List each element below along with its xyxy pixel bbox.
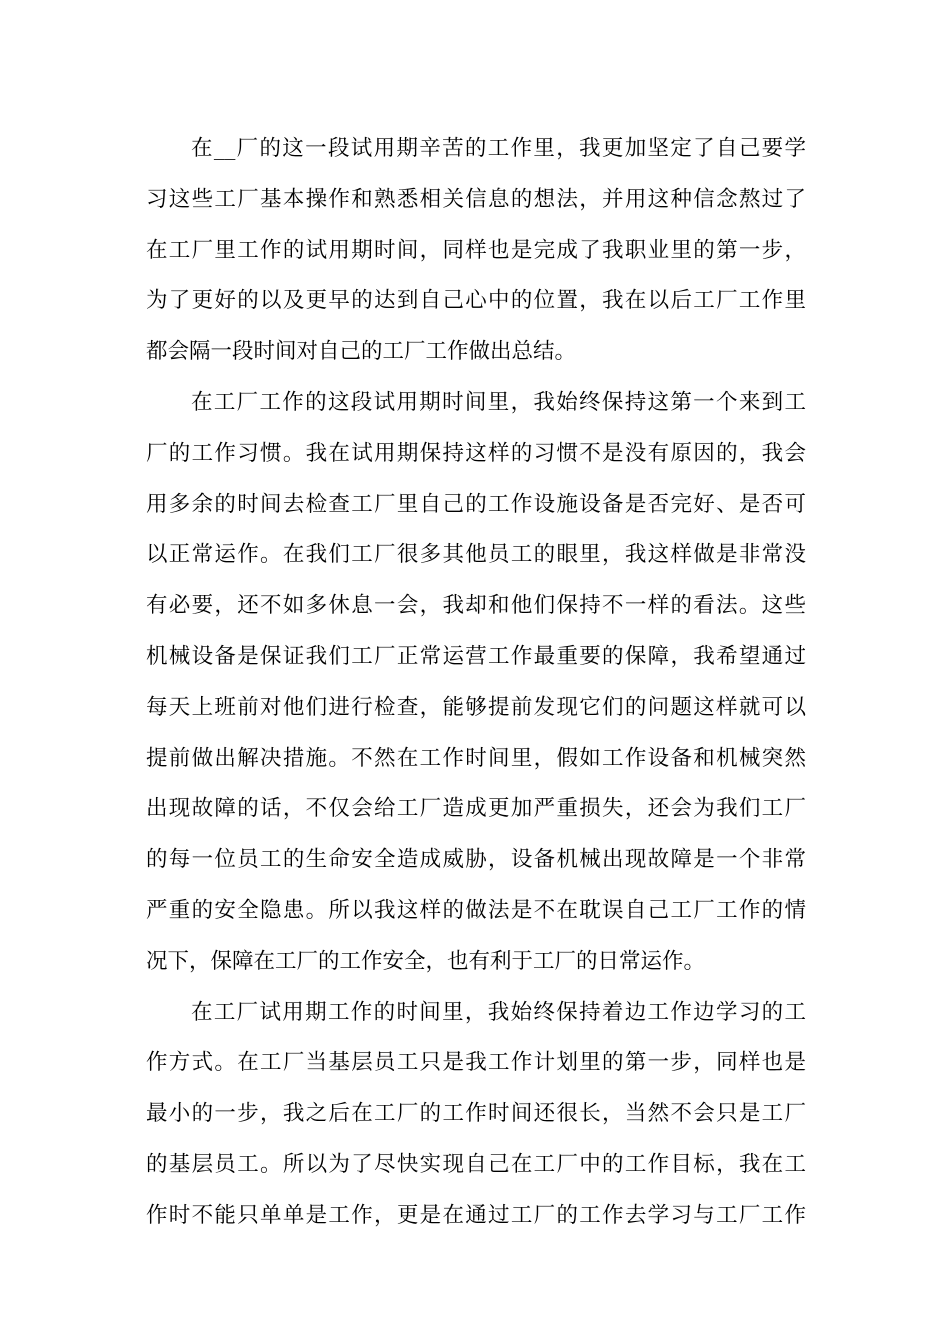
text-line: 在工厂里工作的试用期时间，同样也是完成了我职业里的第一步， — [146, 237, 806, 263]
text-line: 的基层员工。所以为了尽快实现自己在工厂中的工作目标，我在工 — [146, 1151, 806, 1177]
text-line: 最小的一步，我之后在工厂的工作时间还很长，当然不会只是工厂 — [146, 1101, 806, 1127]
text-line: 严重的安全隐患。所以我这样的做法是不在耽误自己工厂工作的情 — [146, 897, 806, 923]
paragraph-3 — [146, 988, 806, 1242]
text-line: 在工厂工作的这段试用期时间里，我始终保持这第一个来到工 — [191, 389, 806, 415]
text-line: 作方式。在工厂当基层员工只是我工作计划里的第一步，同样也是 — [146, 1050, 806, 1076]
paragraph-2 — [146, 378, 806, 988]
text-line: 以正常运作。在我们工厂很多其他员工的眼里，我这样做是非常没 — [146, 542, 806, 568]
text-line: 厂的工作习惯。我在试用期保持这样的习惯不是没有原因的，我会 — [146, 440, 806, 466]
text-line: 提前做出解决措施。不然在工作时间里，假如工作设备和机械突然 — [146, 745, 806, 771]
text-line: 有必要，还不如多休息一会，我却和他们保持不一样的看法。这些 — [146, 593, 806, 619]
text-line: 每天上班前对他们进行检查，能够提前发现它们的问题这样就可以 — [146, 694, 806, 720]
text-line: 机械设备是保证我们工厂正常运营工作最重要的保障，我希望通过 — [146, 643, 806, 669]
document-body — [146, 124, 806, 1242]
text-line: 习这些工厂基本操作和熟悉相关信息的想法，并用这种信念熬过了 — [146, 186, 806, 212]
text-line: 用多余的时间去检查工厂里自己的工作设施设备是否完好、是否可 — [146, 491, 806, 517]
text-line: 况下，保障在工厂的工作安全，也有利于工厂的日常运作。 — [146, 948, 706, 974]
text-line: 作时不能只单单是工作，更是在通过工厂的工作去学习与工厂工作 — [146, 1202, 806, 1228]
text-line: 为了更好的以及更早的达到自己心中的位置，我在以后工厂工作里 — [146, 288, 806, 314]
text-line: 在工厂试用期工作的时间里，我始终保持着边工作边学习的工 — [191, 999, 806, 1025]
text-line: 的每一位员工的生命安全造成威胁，设备机械出现故障是一个非常 — [146, 847, 806, 873]
text-line: 出现故障的话，不仅会给工厂造成更加严重损失，还会为我们工厂 — [146, 796, 806, 822]
paragraph-1 — [146, 124, 806, 378]
text-line: 在__厂的这一段试用期辛苦的工作里，我更加坚定了自己要学 — [191, 136, 806, 161]
text-line: 都会隔一段时间对自己的工厂工作做出总结。 — [146, 339, 577, 365]
